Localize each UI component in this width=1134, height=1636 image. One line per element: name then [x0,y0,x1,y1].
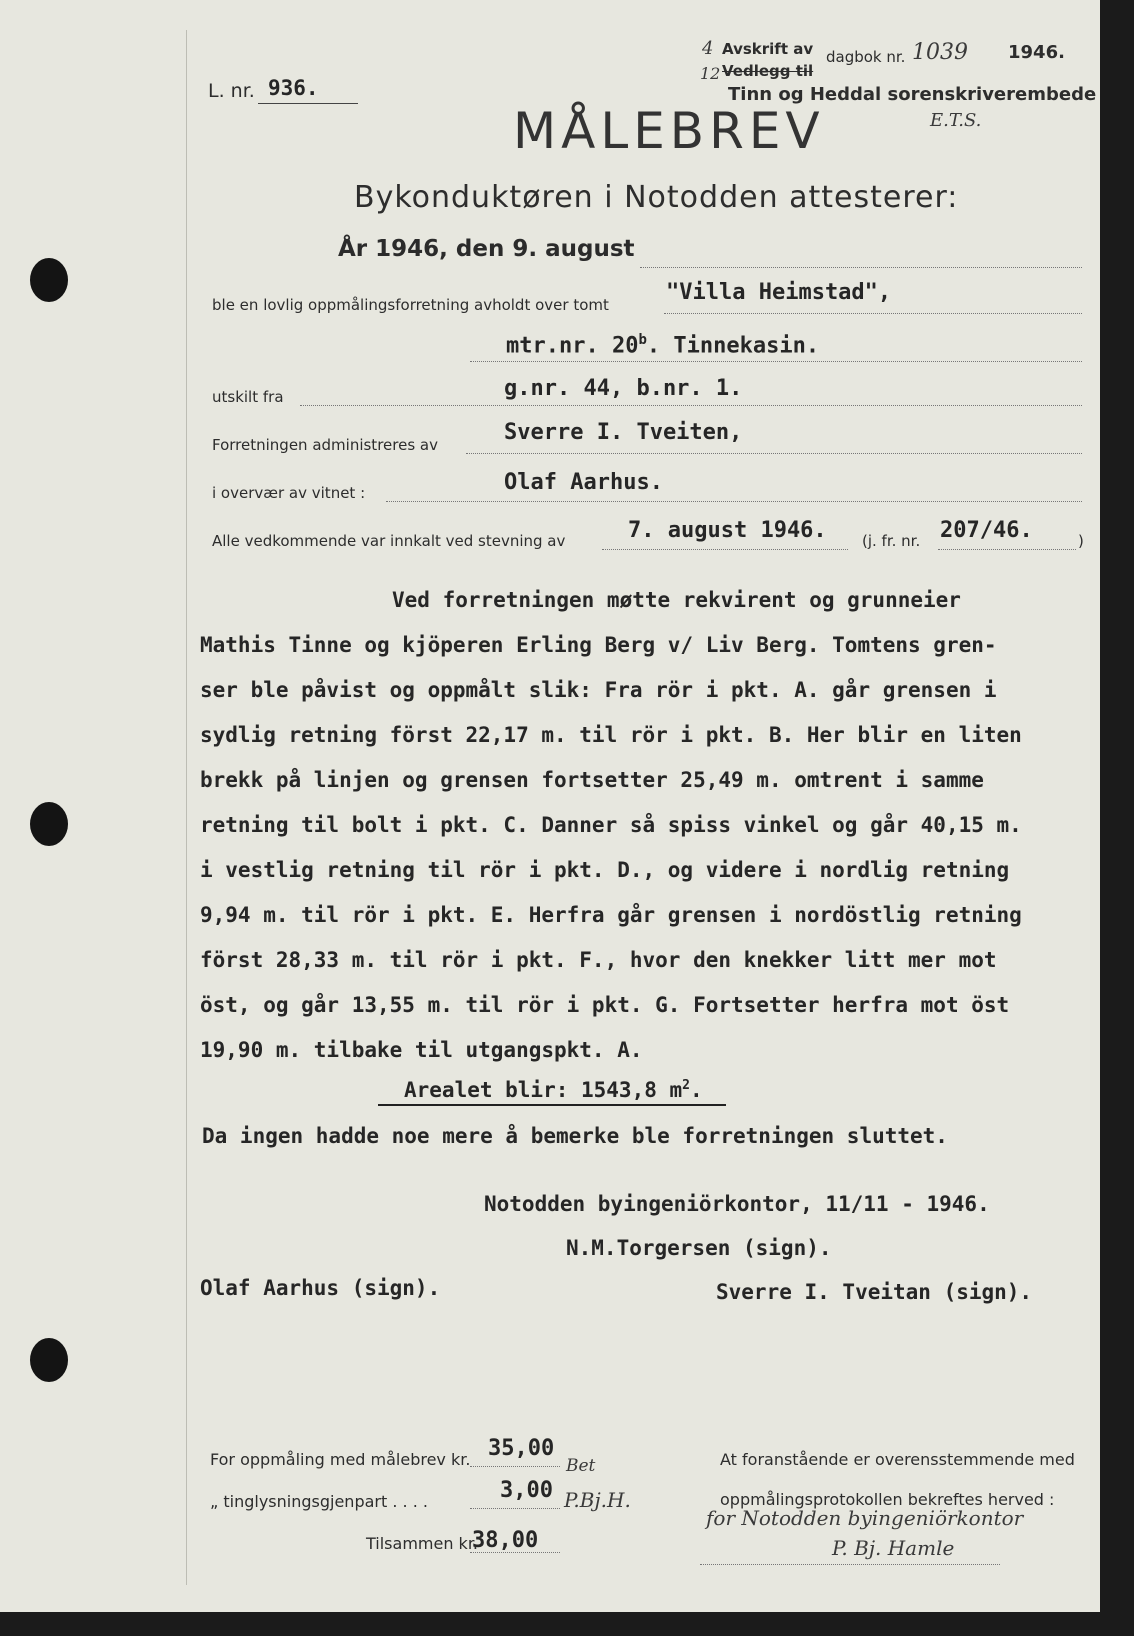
certification-line1: At foranstående er overensstemmende med [720,1450,1075,1469]
utskilt-label: utskilt fra [212,388,284,406]
innkalt-label: Alle vedkommende var innkalt ved stevning av [212,532,566,550]
jfr-label: (j. fr. nr. [862,532,921,550]
certification-dots [700,1564,1000,1565]
office-date: Notodden byingeniörkontor, 11/11 - 1946. [484,1192,990,1216]
fee-maalebrev-dots [470,1466,560,1467]
l-nr-underline [258,103,358,104]
l-nr-value: 936. [268,76,319,100]
innkalt-value: 7. august 1946. [628,518,827,543]
admin-dots [466,453,1082,454]
punch-hole-top [30,258,68,302]
signature-aarhus: Olaf Aarhus (sign). [200,1276,441,1300]
utskilt-value: g.nr. 44, b.nr. 1. [504,376,743,401]
stamp-initials: E.T.S. [930,110,982,131]
jfr-close: ) [1078,532,1084,550]
admin-value: Sverre I. Tveiten, [504,420,743,445]
l-nr-label: L. nr. [208,80,255,102]
body-line: först 28,33 m. til rör i pkt. F., hvor den knekker litt mer mot [200,948,997,972]
body-line: öst, og går 13,55 m. til rör i pkt. G. Fortsetter herfra mot öst [200,993,1010,1017]
areal-end: . [689,1078,703,1102]
body-line: brekk på linjen og grensen fortsetter 25,49 m. omtrent i samme [200,768,984,792]
stamp-dagbok-nr: 1039 [912,40,968,65]
margin-rule [186,30,187,1585]
utskilt-dots [300,405,1082,406]
mtr-sup: b [638,332,647,348]
fee-tinglysning-value: 3,00 [500,1478,553,1503]
stamp-year: 1946. [1008,42,1065,63]
stamp-office: Tinn og Heddal sorenskriverembede [728,84,1097,105]
tomt-value: "Villa Heimstad", [666,280,892,305]
fee-tilsammen-dots [470,1552,560,1553]
tomt-dots [664,313,1082,314]
fee-tinglysning-dots [470,1508,560,1509]
fee-bet-note: Bet [566,1456,596,1476]
jfr-dots [938,549,1076,550]
fee-maalebrev-value: 35,00 [488,1436,555,1461]
signature-torgersen: N.M.Torgersen (sign). [566,1236,832,1260]
date-dots [640,267,1082,268]
fee-tilsammen-value: 38,00 [472,1528,539,1553]
fee-maalebrev-label: For oppmåling med målebrev kr. [210,1450,471,1469]
fee-tinglysning-label: „ tinglysningsgjenpart . . . . [210,1492,428,1511]
body-line: 19,90 m. tilbake til utgangspkt. A. [200,1038,643,1062]
closing-line: Da ingen hadde noe mere å bemerke ble forretningen sluttet. [202,1124,948,1148]
body-line: Mathis Tinne og kjöperen Erling Berg v/ Liv Berg. Tomtens gren- [200,633,997,657]
certification-handwriting-2: P. Bj. Hamle [832,1536,955,1560]
vitne-value: Olaf Aarhus. [504,470,663,495]
stamp-dagbok: dagbok nr. [826,48,906,66]
document-subtitle: Bykonduktøren i Notodden attesterer: [354,180,959,215]
certification-line2: oppmålingsprotokollen bekreftes herved : [720,1490,1055,1509]
body-line: ser ble påvist og oppmålt slik: Fra rör i pkt. A. går grensen i [200,678,997,702]
body-line: 9,94 m. til rör i pkt. E. Herfra går grensen i nordöstlig retning [200,903,1022,927]
areal-text: Arealet blir: 1543,8 m [404,1078,683,1102]
body-line: Ved forretningen møtte rekvirent og grunneier [392,588,961,612]
document-title: MÅLEBREV [513,102,825,160]
areal-line [404,1078,703,1102]
fee-tilsammen-label: Tilsammen kr. [366,1534,479,1553]
certification-handwriting-1: for Notodden byingeniörkontor [706,1506,1024,1530]
mtr-value-b: . Tinnekasin. [646,333,820,359]
stamp-number-top: 4 [702,38,714,59]
stamp-number-bottom: 12 [700,64,721,83]
vitne-label: i overvær av vitnet : [212,484,366,502]
fee-initials-note: P.Bj.H. [564,1488,631,1512]
jfr-value: 207/46. [940,518,1033,543]
mtr-value [506,332,819,358]
date-line: År 1946, den 9. august [338,236,635,262]
vitne-dots [386,501,1082,502]
mtr-value-a: mtr.nr. 20 [506,333,639,359]
body-line: sydlig retning först 22,17 m. til rör i pkt. B. Her blir en liten [200,723,1022,747]
punch-hole-bottom [30,1338,68,1382]
body-line: i vestlig retning til rör i pkt. D., og videre i nordlig retning [200,858,1010,882]
body-line: retning til bolt i pkt. C. Danner så spiss vinkel og går 40,15 m. [200,813,1022,837]
stamp-avskrift: Avskrift av [722,40,814,58]
punch-hole-middle [30,802,68,846]
innkalt-dots [602,549,848,550]
stamp-vedlegg: Vedlegg til [722,62,814,80]
tomt-label: ble en lovlig oppmålingsforretning avholdt over tomt [212,296,609,314]
mtr-dots [470,361,1082,362]
areal-underline [378,1104,726,1106]
areal-sup: 2 [682,1078,690,1093]
admin-label: Forretningen administreres av [212,436,438,454]
signature-tveitan: Sverre I. Tveitan (sign). [716,1280,1033,1304]
